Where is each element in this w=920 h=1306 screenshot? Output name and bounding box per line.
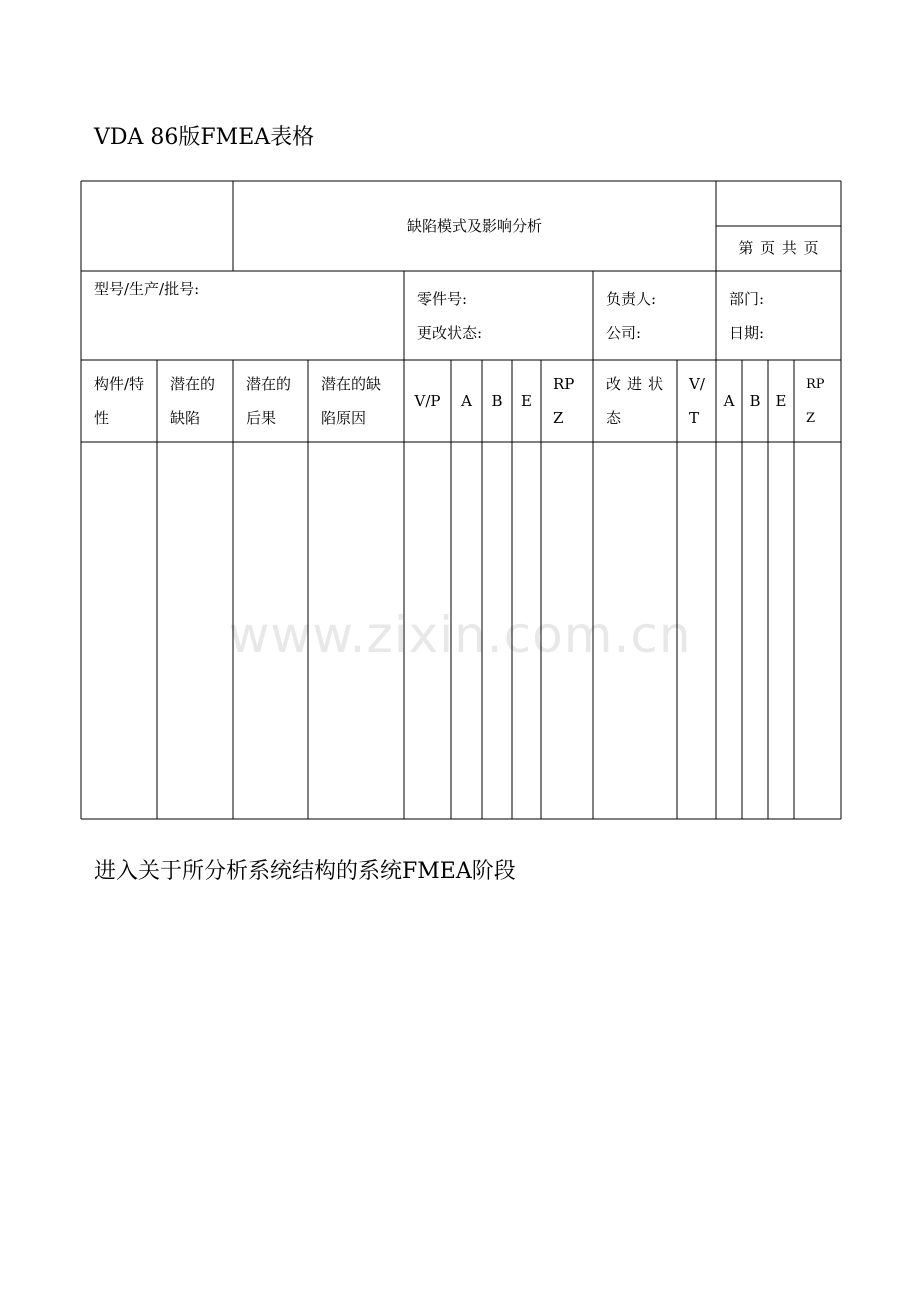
column-header-component-line2: 性 (94, 409, 110, 427)
column-header-a1: A (461, 392, 472, 410)
footer-text: 进入关于所分析系统结构的系统FMEA阶段 (94, 859, 516, 884)
model-production-batch-label: 型号/生产/批号: (94, 280, 200, 298)
column-header-b1: B (491, 392, 503, 410)
column-header-improvement-line2: 态 (606, 409, 622, 427)
form-header-title: 缺陷模式及影响分析 (406, 217, 542, 235)
document-title: VDA 86版FMEA表格 (94, 125, 315, 150)
column-header-a2: A (723, 392, 735, 410)
column-header-rpz2-line1: RP (806, 377, 825, 392)
column-header-potential-cause-line2: 陷原因 (321, 409, 367, 427)
column-header-vt-line1: V/ (689, 375, 705, 393)
column-header-potential-defect-line1: 潜在的 (170, 375, 216, 393)
responsible-person-label: 负责人: (606, 290, 657, 308)
column-header-b2: B (749, 392, 761, 410)
change-status-label: 更改状态: (417, 324, 483, 342)
watermark: www.zixin.com.cn (228, 606, 692, 664)
page-counter-label: 第 页 共 页 (738, 239, 819, 257)
date-label: 日期: (729, 324, 765, 342)
company-label: 公司: (606, 324, 642, 342)
column-header-e1: E (521, 392, 532, 410)
part-number-label: 零件号: (417, 290, 468, 308)
column-header-potential-effect-line2: 后果 (246, 409, 277, 427)
column-header-improvement-line1: 改进状 (606, 375, 670, 393)
department-label: 部门: (729, 290, 765, 308)
column-header-rpz1-line2: Z (553, 409, 564, 427)
column-header-potential-cause-line1: 潜在的缺 (321, 375, 382, 393)
column-header-potential-defect-line2: 缺陷 (170, 409, 201, 427)
column-header-vp: V/P (414, 392, 441, 410)
column-header-vt-line2: T (689, 409, 700, 427)
column-header-potential-effect-line1: 潜在的 (246, 375, 292, 393)
column-header-component-line1: 构件/特 (94, 375, 145, 393)
column-header-rpz2-line2: Z (806, 411, 816, 426)
column-header-rpz1-line1: RP (553, 375, 575, 393)
column-header-e2: E (775, 392, 787, 410)
